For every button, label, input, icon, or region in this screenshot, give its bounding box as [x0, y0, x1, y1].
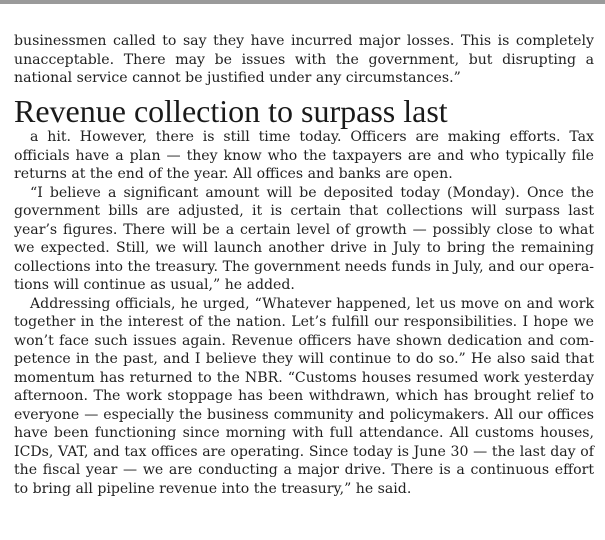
article-body — [14, 128, 594, 498]
article-lead — [14, 32, 594, 88]
body-paragraph: a hit. However, there is still time today. Officers are making efforts. Tax officials have a plan — they know who the taxpayers are and who typically file returns at the end of the year. All offices and banks are open. — [14, 129, 594, 182]
body-paragraph: Addressing officials, he urged, “Whatever happened, let us move on and work together in the interest of the nation. Let’s fulfill our responsibilities. I hope we won’t face such issues again. Revenue officers have shown dedication and competence in the past, and I believe they will continue to do so.” He also said that momentum has returned to the NBR. “Customs houses resumed work yesterday afternoon. The work stoppage has been withdrawn, which has brought relief to everyone — especially the business community and policymakers. All our offices have been functioning since morning with full attendance. All customs houses, ICDs, VAT, and tax offices are operating. Since today is June 30 — the last day of the fiscal year — we are conducting a major drive. There is a continuous effort to bring all pipeline revenue into the treasury,” he said. — [14, 295, 594, 497]
article-headline: Revenue collection to surpass last — [14, 93, 448, 129]
top-divider — [0, 0, 605, 4]
body-paragraph: “I believe a significant amount will be deposited today (Monday). Once the government bills are adjusted, it is certain that collections will surpass last year’s figures. There will be a certain level of growth — possibly close to what we expected. Still, we will launch another drive in July to bring the remaining collections into the treasury. The government needs funds in July, and our operations will continue as usual,” he added. — [14, 184, 594, 293]
lead-paragraph: businessmen called to say they have incurred major losses. This is completely unacceptable. There may be issues with the government, but disrupting a national service cannot be justified under any circumstances.” — [14, 33, 594, 86]
